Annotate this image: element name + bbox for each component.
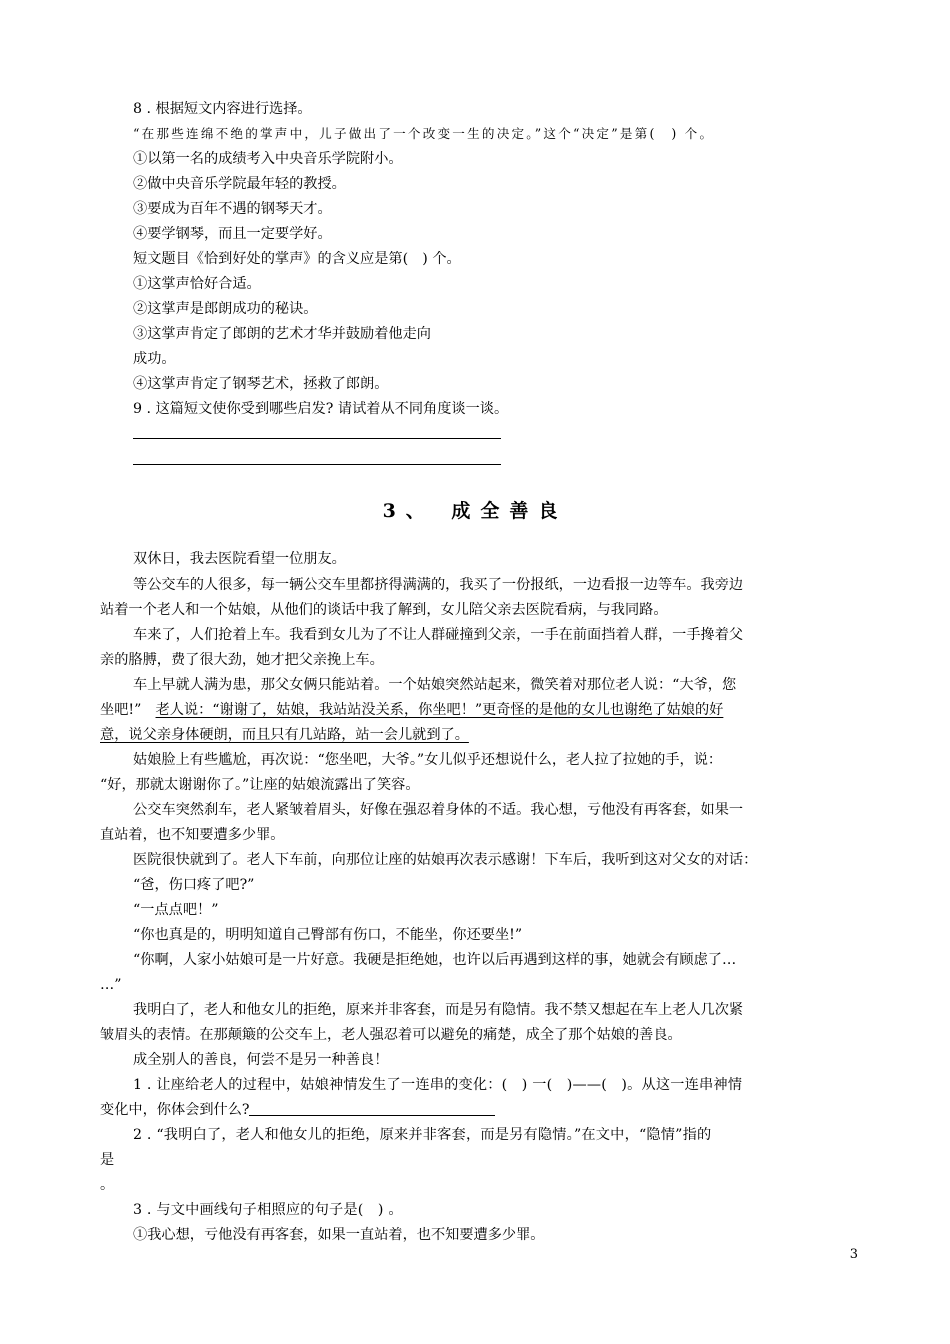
question-2-line-3: 。	[100, 1177, 115, 1193]
paragraph-1: 双休日，我去医院看望一位朋友。	[133, 551, 346, 567]
paragraph-3-line-2: 亲的胳膊，费了很大劲，她才把父亲挽上车。	[100, 652, 384, 668]
question-8-quote: “在那些连绵不绝的掌声中，儿子做出了一个改变一生的决定。”这个“决定”是第( ) 个。	[133, 126, 715, 141]
q8b-option-3: ③这掌声肯定了郎朗的艺术才华并鼓励着他走向	[133, 326, 431, 342]
paragraph-8-line-2: 皱眉头的表情。在那颠簸的公交车上，老人强忍着可以避免的痛楚，成全了那个姑娘的善良。	[100, 1027, 682, 1043]
paragraph-6-line-2: 直站着，也不知要遭多少罪。	[100, 827, 285, 843]
q8b-option-3-continued: 成功。	[133, 351, 176, 367]
q8-option-1: ①以第一名的成绩考入中央音乐学院附小。	[133, 151, 403, 167]
dialogue-3: “你也真是的，明明知道自己臀部有伤口，不能坐，你还要坐!”	[133, 927, 523, 943]
underlined-sentence-part-2: 意，说父亲身体硬朗，而且只有几站路，站一会儿就到了。	[100, 727, 469, 743]
paragraph-2-line-1: 等公交车的人很多，每一辆公交车里都挤得满满的，我买了一份报纸，一边看报一边等车。我旁边	[133, 577, 744, 593]
q8-option-2: ②做中央音乐学院最年轻的教授。	[133, 176, 346, 192]
paragraph-8-line-1: 我明白了，老人和他女儿的拒绝，原来并非客套，而是另有隐情。我不禁又想起在车上老人几次紧	[133, 1002, 744, 1018]
underlined-sentence-part-1: 老人说：“谢谢了，姑娘，我站站没关系，你坐吧！”更奇怪的是他的女儿也谢绝了姑娘的好	[155, 702, 724, 718]
question-8: 8 . 根据短文内容进行选择。	[133, 101, 312, 117]
q8-option-4: ④要学钢琴，而且一定要学好。	[133, 226, 332, 242]
paragraph-3-line-1: 车来了，人们抢着上车。我看到女儿为了不让人群碰撞到父亲，一手在前面挡着人群，一手搀着父	[133, 627, 744, 643]
article-title: 3、 成全善良	[382, 500, 568, 522]
question-1-prompt: 变化中，你体会到什么?	[100, 1102, 250, 1118]
dialogue-4-line-1: “你啊，人家小姑娘可是一片好意。我硬是拒绝她，也许以后再遇到这样的事，她就会有顾虑了…	[133, 952, 737, 968]
paragraph-5-line-1: 姑娘脸上有些尴尬，再次说：“您坐吧，大爷。”女儿似乎还想说什么，老人拉了拉她的手，说：	[133, 752, 723, 768]
q8-option-3: ③要成为百年不遇的钢琴天才。	[133, 201, 332, 217]
q8b-option-1: ①这掌声恰好合适。	[133, 276, 261, 292]
paragraph-5-line-2: “好，那就太谢谢你了。”让座的姑娘流露出了笑容。	[100, 777, 420, 793]
paragraph-7: 医院很快就到了。老人下车前，向那位让座的姑娘再次表示感谢！下车后，我听到这对父女的对话：	[133, 852, 758, 868]
paragraph-4-line-1: 车上早就人满为患，那父女俩只能站着。一个姑娘突然站起来，微笑着对那位老人说：“大爷，您	[133, 677, 737, 693]
question-1-line-2	[100, 1101, 495, 1119]
question-2-line-2: 是	[100, 1152, 115, 1168]
answer-line-1[interactable]	[133, 438, 501, 439]
question-2-line-1: 2 . “我明白了，老人和他女儿的拒绝，原来并非客套，而是另有隐情。”在文中，“隐情”指的	[133, 1127, 712, 1143]
paragraph-6-line-1: 公交车突然刹车，老人紧皱着眉头，好像在强忍着身体的不适。我心想，亏他没有再客套，如果一	[133, 802, 744, 818]
page-number: 3	[849, 1247, 858, 1262]
q8b-option-2: ②这掌声是郎朗成功的秘诀。	[133, 301, 318, 317]
paragraph-2-line-2: 站着一个老人和一个姑娘，从他们的谈话中我了解到，女儿陪父亲去医院看病，与我同路。	[100, 602, 668, 618]
answer-line-2[interactable]	[133, 464, 501, 465]
dialogue-2: “一点点吧！”	[133, 902, 219, 918]
dialogue-4-line-2: …”	[100, 977, 122, 993]
paragraph-4-line-2	[100, 701, 723, 719]
answer-blank[interactable]	[249, 1101, 495, 1116]
paragraph-9: 成全别人的善良，何尝不是另一种善良！	[133, 1052, 389, 1068]
question-1-line-1: 1 . 让座给老人的过程中，姑娘神情发生了一连串的变化：( ) 一( )——( )。从这一连串神情	[133, 1077, 743, 1093]
question-3: 3 . 与文中画线句子相照应的句子是( ) 。	[133, 1202, 403, 1218]
q8b-option-4: ④这掌声肯定了钢琴艺术，拯救了郎朗。	[133, 376, 389, 392]
q8-title-question: 短文题目《恰到好处的掌声》的含义应是第( ) 个。	[133, 251, 461, 267]
dialogue-1: “爸，伤口疼了吧?”	[133, 877, 255, 893]
question-3-option-1: ①我心想，亏他没有再客套，如果一直站着，也不知要遭多少罪。	[133, 1227, 545, 1243]
question-9: 9 . 这篇短文使你受到哪些启发? 请试着从不同角度谈一谈。	[133, 401, 509, 417]
paragraph-4-plain-text: 坐吧!”	[100, 702, 156, 718]
